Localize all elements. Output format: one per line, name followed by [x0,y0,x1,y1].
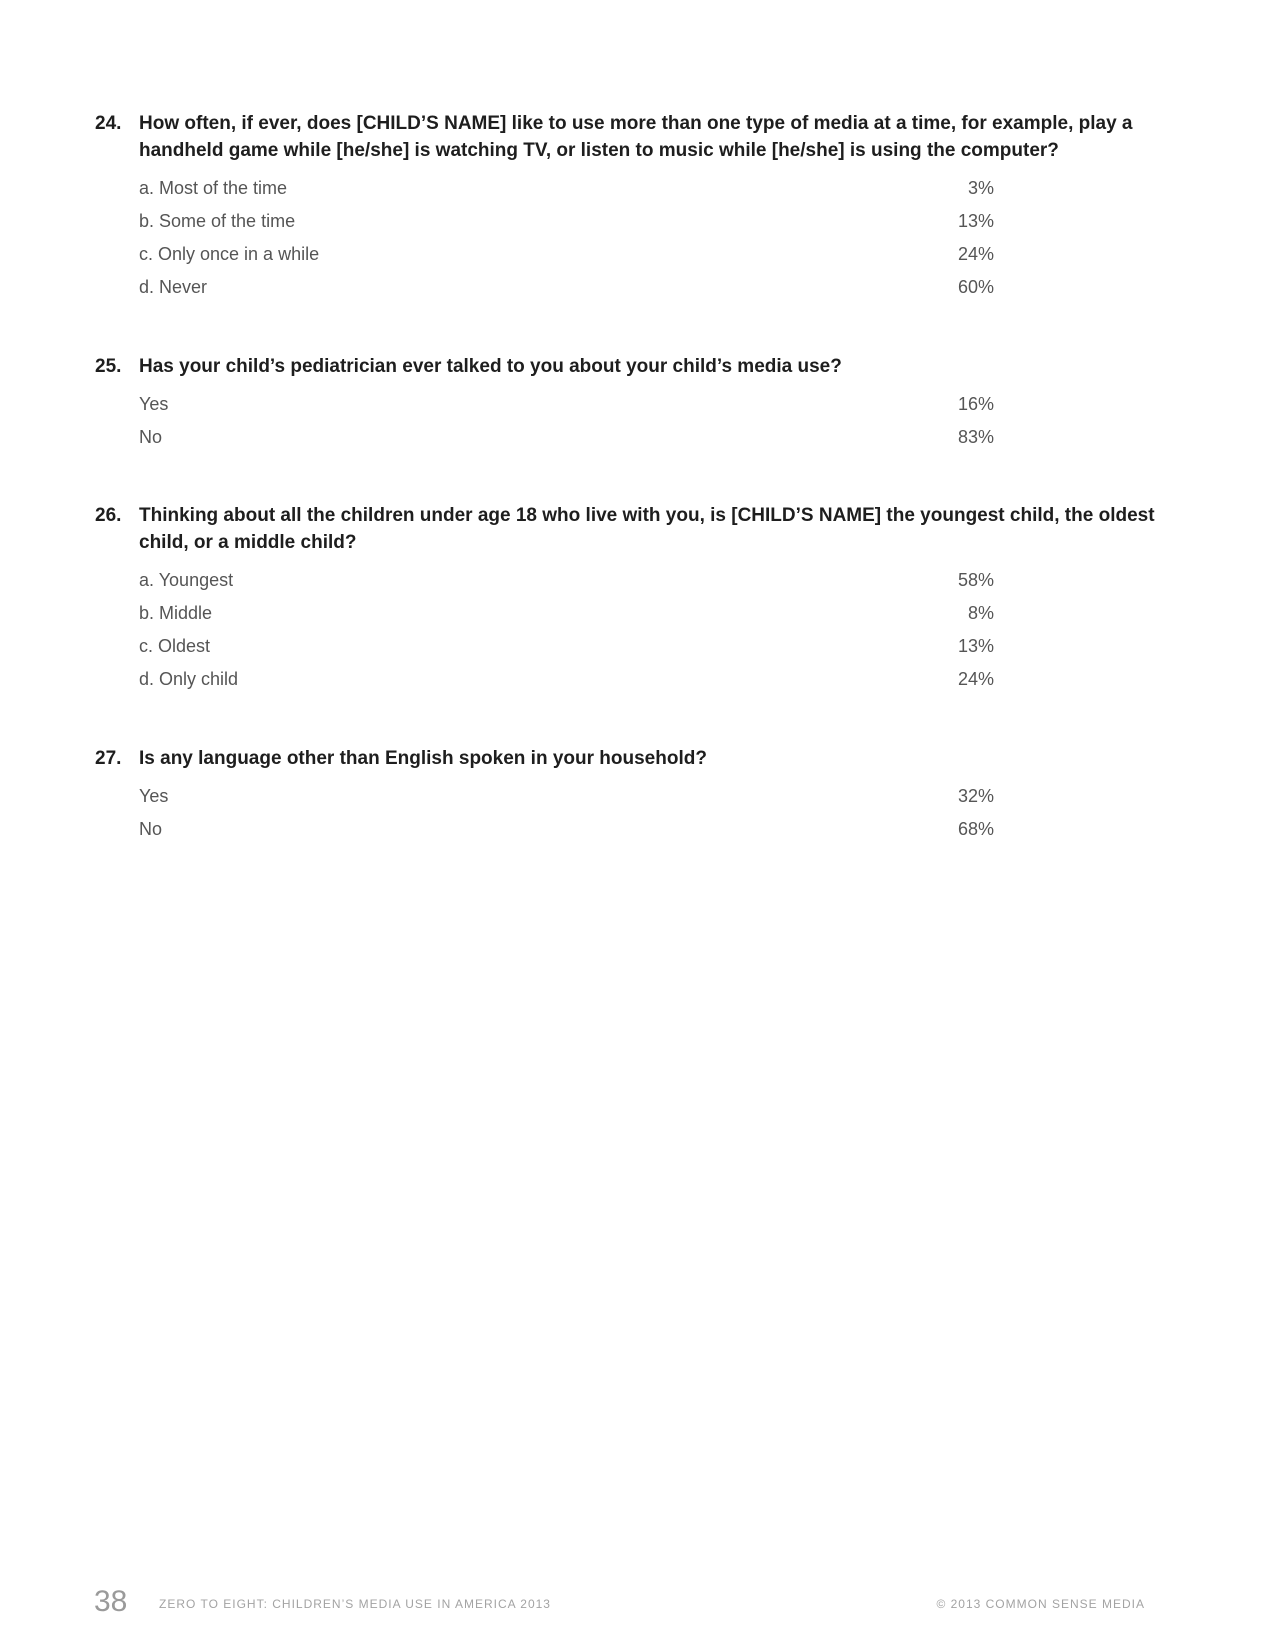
copyright-notice: © 2013 COMMON SENSE MEDIA [936,1597,1145,1611]
answer-value: 58% [957,570,994,590]
answer-label: d. Only child [139,669,239,689]
answer-label: b. Middle [139,603,213,623]
answer-row [139,597,994,630]
question-number: 26. [95,505,122,526]
answer-value: 83% [957,427,994,447]
answer-label: d. Never [139,277,208,297]
answer-value: 8% [967,603,994,623]
publication-title: ZERO TO EIGHT: CHILDREN’S MEDIA USE IN AMERICA 2013 [159,1597,551,1611]
answer-label: b. Some of the time [139,211,296,231]
answer-label: No [139,427,163,447]
answer-label: Yes [139,786,169,806]
answer-value: 13% [957,636,994,656]
answer-value: 32% [957,786,994,806]
answer-label: a. Most of the time [139,178,288,198]
answer-row [139,421,994,454]
answer-row [139,564,994,597]
answer-value: 13% [957,211,994,231]
answer-row [139,663,994,696]
page-number: 38 [94,1585,128,1618]
question-number: 24. [95,113,122,134]
question-number: 25. [95,356,122,377]
question-text: Thinking about all the children under age 18 who live with you, is [CHILD’S NAME] the youngest child, the oldest child, or a middle child? [139,505,1155,553]
answer-row [139,780,994,813]
answer-value: 24% [957,244,994,264]
answer-value: 16% [957,394,994,414]
answer-label: c. Only once in a while [139,244,320,264]
answer-row [139,630,994,663]
answer-value: 24% [957,669,994,689]
question-number: 27. [95,748,122,769]
question-text: Is any language other than English spoken in your household? [139,748,707,769]
answer-row [139,238,994,271]
answer-list [139,172,994,304]
answer-list [139,780,994,846]
answer-list [139,388,994,454]
page-footer [0,1585,1275,1625]
answer-list [139,564,994,696]
question-27 [95,745,1155,846]
answer-row [139,388,994,421]
answer-value: 3% [967,178,994,198]
answer-value: 60% [957,277,994,297]
question-text: Has your child’s pediatrician ever talked to you about your child’s media use? [139,356,842,377]
question-25 [95,353,1155,454]
answer-row [139,172,994,205]
question-text: How often, if ever, does [CHILD’S NAME] like to use more than one type of media at a time, for example, play a handheld game while [he/she] is watching TV, or listen to music while [he/she] is using the computer? [139,113,1133,161]
answer-label: a. Youngest [139,570,234,590]
answer-label: No [139,819,163,839]
answer-label: c. Oldest [139,636,211,656]
question-24 [95,110,1155,304]
answer-row [139,271,994,304]
question-26 [95,502,1155,696]
answer-value: 68% [957,819,994,839]
answer-row [139,813,994,846]
answer-row [139,205,994,238]
answer-label: Yes [139,394,169,414]
